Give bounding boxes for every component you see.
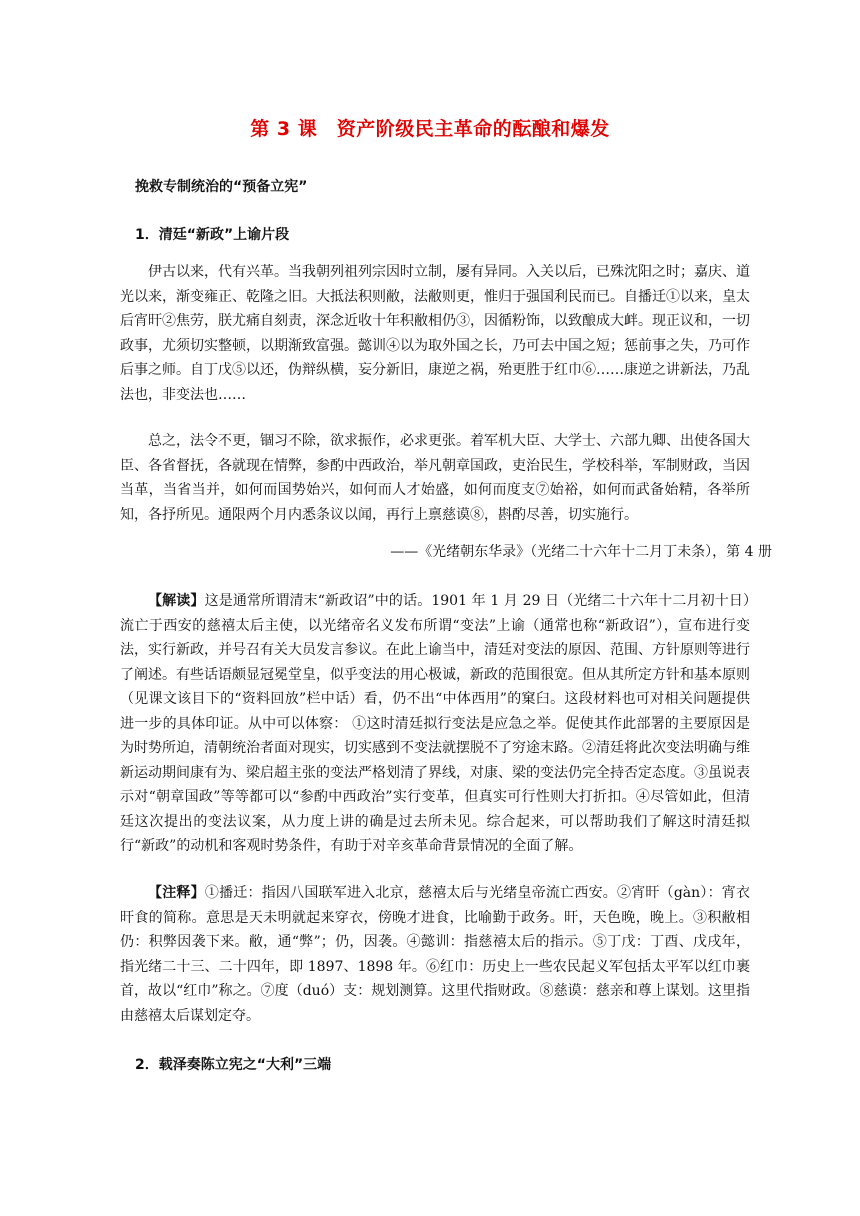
interpretation-text: 这是通常所谓清末“新政诏”中的话。1901 年 1 月 29 日（光绪二十六年十二月初十日）流亡于西安的慈禧太后主使，以光绪帝名义发布所谓“变法”上谕（通常也称“新政诏”），宣布进行变法，实行新政，并号召有关大员发言参议。在此上谕当中，清廷对变法的原因、范围、方针原则等进行了阐述。有些话语颇显冠冕堂皇，似乎变法的用心极诚，新政的范围很宽。但从其所定方针和基本原则（见课文该目下的“资料回放”栏中话）看，仍不出“中体西用”的窠臼。这段材料也可对相关问题提供进一步的具体印证。从中可以体察： ①这时清廷拟行变法是应急之举。促使其作此部署的主要原因是为时势所迫，清朝统治者面对现实，切实感到不变法就摆脱不了穷途末路。②清廷将此次变法明确与维新运动期间康有为、梁启超主张的变法严格划清了界线，对康、梁的变法仍完全持否定态度。③虽说表示对“朝章国政”等等都可以“参酌中西政治”实行变革，但真实可行性则大打折扣。④尽管如此，但清廷这次提出的变法议案，从力度上讲的确是过去所未见。综合起来，可以帮助我们了解这时清廷拟行“新政”的动机和客观时势条件，有助于对辛亥革命背景情况的全面了解。 (120, 593, 751, 854)
edict-paragraph-1: 伊古以来，代有兴革。当我朝列祖列宗因时立制，屡有异同。入关以后，已殊沈阳之时；嘉庆、道光以来，渐变雍正、乾隆之旧。大抵法积则敝，法敝则更，惟归于强国利民而已。自播迁①以来，皇太后宵旰②焦劳，朕尤痛自刻责，深念近收十年积敝相仍③，因循粉饰，以致酿成大衅。现正议和，一切政事，尤须切实整顿，以期渐致富强。懿训④以为取外国之长，乃可去中国之短；惩前事之失，乃可作后事之师。自丁戊⑤以还，伪辩纵横，妄分新旧，康逆之祸，殆更胜于红巾⑥……康逆之讲新法，乃乱法也，非变法也…… (120, 264, 750, 403)
interpretation-paragraph (120, 589, 750, 859)
notes-label: 【注释】 (148, 885, 205, 901)
item2-heading: 2．载泽奏陈立宪之“大利”三端 (135, 1057, 332, 1073)
notes-text: ①播迁：指因八国联军进入北京，慈禧太后与光绪皇帝流亡西安。②宵旰（gàn）：宵衣旰食的简称。意思是天未明就起来穿衣，傍晚才进食，比喻勤于政务。旰，天色晚，晚上。③积敝相仍：积弊因袭下来。敝，通“弊”；仍，因袭。④懿训：指慈禧太后的指示。⑤丁戊：丁酉、戊戌年，指光绪二十三、二十四年，即 1897、1898 年。⑥红巾：历史上一些农民起义军包括太平军以红巾裹首，故以“红巾”称之。⑦度（duó）支：规划测算。这里代指财政。⑧慈谟：慈亲和尊上谋划。这里指由慈禧太后谋划定夺。 (120, 885, 751, 1024)
item1-heading: 1．清廷“新政”上谕片段 (135, 227, 290, 243)
edict-paragraph-2: 总之，法令不更，锢习不除，欲求振作，必求更张。着军机大臣、大学士、六部九卿、出使各国大臣、各省督抚，各就现在情弊，参酌中西政治，举凡朝章国政，吏治民生，学校科举，军制财政，当因当革，当省当并，如何而国势始兴，如何而人才始盛，如何而度支⑦始裕，如何而武备始精，各举所知，各抒所见。通限两个月内悉条议以闻，再行上禀慈谟⑧，斟酌尽善，切实施行。 (120, 433, 750, 523)
source-citation: ——《光绪朝东华录》（光绪二十六年十二月丁未条），第 4 册 (390, 544, 772, 560)
interpretation-label: 【解读】 (148, 593, 205, 609)
section-heading: 挽救专制统治的“预备立宪” (135, 179, 308, 195)
notes-paragraph (120, 881, 750, 1028)
lesson-title: 第 3 课 资产阶级民主革命的酝酿和爆发 (250, 118, 610, 140)
